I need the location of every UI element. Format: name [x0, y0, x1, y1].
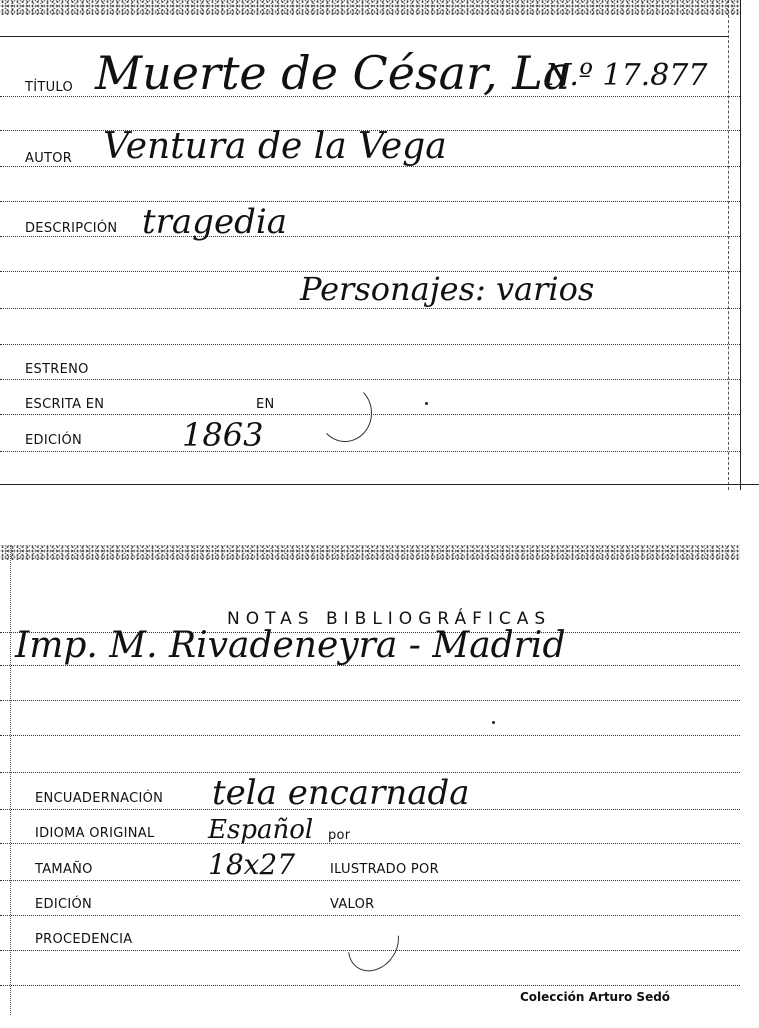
- rule-line: [0, 201, 740, 202]
- encuadernacion-value: tela encarnada: [212, 773, 470, 813]
- autor-label: AUTOR: [25, 151, 73, 166]
- descripcion-label: DESCRIPCIÓN: [25, 221, 118, 236]
- dot-mark: [492, 721, 495, 724]
- titulo-label: TÍTULO: [25, 80, 74, 95]
- rule-line: [0, 451, 740, 452]
- rule-line: [0, 665, 740, 666]
- card-right-edge: [728, 0, 729, 490]
- ilustrado-label: ILUSTRADO POR: [330, 862, 439, 877]
- en-label: EN: [256, 397, 275, 412]
- numero-value: N.º 17.877: [545, 58, 708, 93]
- edicion-value: 1863: [182, 416, 264, 454]
- tamano-label: TAMAÑO: [35, 862, 93, 877]
- edicion-back-label: EDICIÓN: [35, 897, 93, 912]
- punch-hole-mark: [318, 384, 372, 442]
- card-left-edge: [10, 545, 11, 1015]
- edicion-label: EDICIÓN: [25, 433, 83, 448]
- estreno-label: ESTRENO: [25, 362, 89, 377]
- valor-label: VALOR: [330, 897, 375, 912]
- descripcion-value: tragedia: [142, 202, 287, 242]
- titulo-value: Muerte de César, La: [95, 46, 571, 100]
- encuadernacion-label: ENCUADERNACIÓN: [35, 791, 164, 806]
- punch-hole-mark: [338, 907, 410, 981]
- notas-heading: NOTAS BIBLIOGRÁFICAS: [227, 609, 552, 629]
- rule-line: [0, 36, 728, 37]
- catalog-card-front: [0, 0, 741, 490]
- idioma-label: IDIOMA ORIGINAL: [35, 826, 155, 841]
- rule-line: [0, 308, 740, 309]
- rule-line: [0, 809, 740, 810]
- idioma-value: Español: [208, 815, 314, 845]
- rule-line: [0, 379, 740, 380]
- catalog-card-back: [0, 545, 740, 1015]
- rule-line: [0, 915, 740, 916]
- rule-line: [0, 880, 740, 881]
- por-label: por: [328, 828, 351, 843]
- personajes-value: Personajes: varios: [300, 270, 595, 308]
- notas-value: Imp. M. Rivadeneyra - Madrid: [15, 625, 566, 666]
- rule-line: [0, 236, 740, 237]
- rule-line: [0, 344, 740, 345]
- escrita-en-label: ESCRITA EN: [25, 397, 105, 412]
- rule-line: [0, 985, 740, 986]
- dot-mark: [425, 402, 428, 405]
- procedencia-label: PROCEDENCIA: [35, 932, 133, 947]
- rule-line: [0, 843, 740, 844]
- rule-line: [0, 735, 740, 736]
- rule-line: [0, 700, 740, 701]
- rule-line: [0, 484, 759, 485]
- autor-value: Ventura de la Vega: [103, 126, 447, 167]
- collection-footer: Colección Arturo Sedó: [520, 990, 671, 1004]
- tamano-value: 18x27: [208, 848, 296, 881]
